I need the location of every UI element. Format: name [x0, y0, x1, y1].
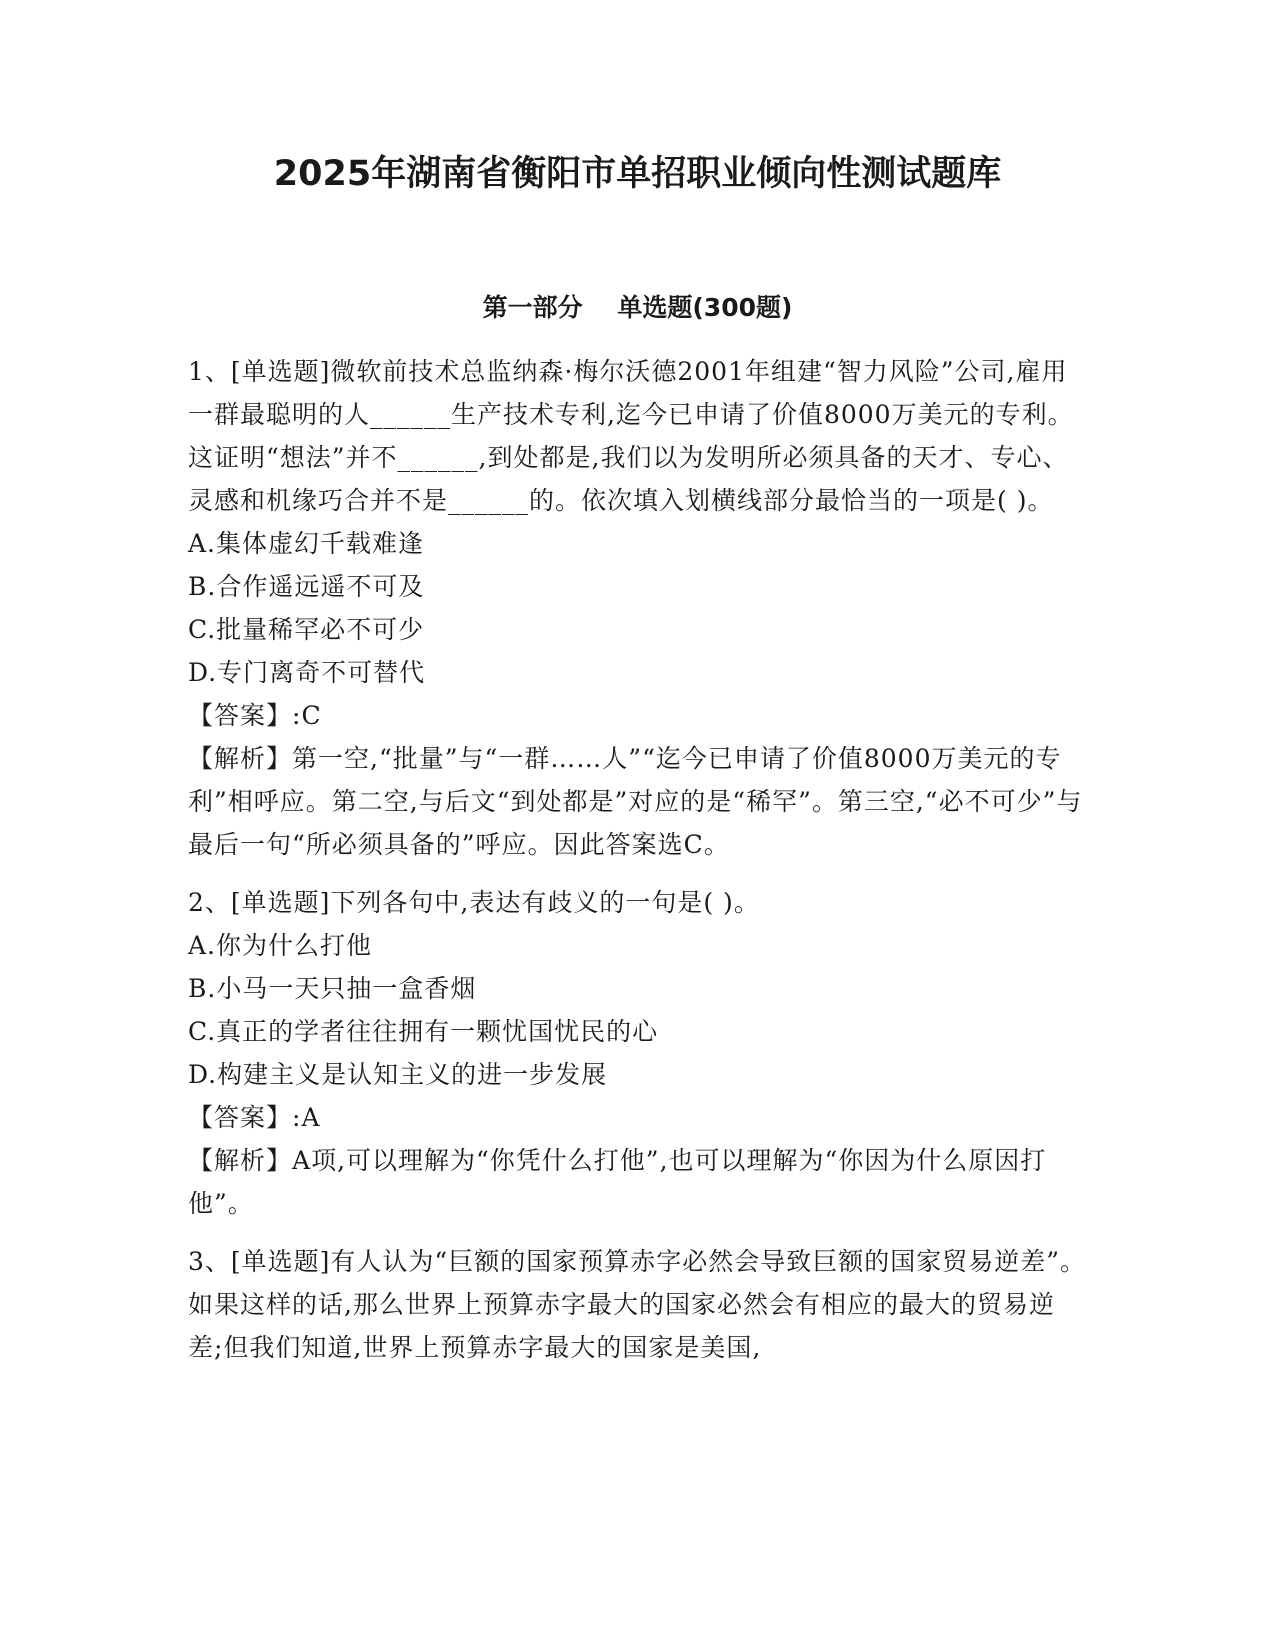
analysis-label: 【解析】 [188, 1146, 293, 1175]
option-c: C.真正的学者往往拥有一颗忧国忧民的心 [188, 1017, 659, 1046]
document-title: 2025年湖南省衡阳市单招职业倾向性测试题库 [273, 154, 1002, 194]
option-d: D.专门离奇不可替代 [188, 658, 426, 687]
option-b: B.合作遥远遥不可及 [188, 572, 425, 601]
question-stem: 2、[单选题]下列各句中,表达有歧义的一句是( )。 [188, 888, 760, 917]
answer-line [188, 1096, 1088, 1139]
answer-value: :A [292, 1103, 321, 1132]
section-title: 第一部分 单选题(300题) [482, 293, 793, 322]
question-item-1 [188, 350, 1088, 866]
answer-line [188, 694, 1088, 737]
option-c: C.批量稀罕必不可少 [188, 615, 425, 644]
analysis-text: 第一空,“批量”与“一群……人”“迄今已申请了价值8000万美元的专利”相呼应。第二空,与后文“到处都是”对应的是“稀罕”。第三空,“必不可少”与最后一句“所必须具备的”呼应。因此答案选C。 [188, 744, 1083, 859]
question-item-3 [188, 1240, 1088, 1369]
analysis-paragraph [188, 737, 1088, 866]
option-b: B.小马一天只抽一盒香烟 [188, 974, 477, 1003]
option-a: A.你为什么打他 [188, 931, 373, 960]
question-list [188, 350, 1088, 1384]
answer-label: 【答案】 [188, 701, 293, 730]
question-stem: 3、[单选题]有人认为“巨额的国家预算赤字必然会导致巨额的国家贸易逆差”。如果这样的话,那么世界上预算赤字最大的国家必然会有相应的最大的贸易逆差;但我们知道,世界上预算赤字最大的国家是美国, [188, 1247, 1086, 1362]
option-a: A.集体虚幻千载难逢 [188, 529, 425, 558]
analysis-paragraph [188, 1139, 1088, 1225]
option-d: D.构建主义是认知主义的进一步发展 [188, 1060, 608, 1089]
question-stem: 1、[单选题]微软前技术总监纳森·梅尔沃德2001年组建“智力风险”公司,雇用一群最聪明的人______生产技术专利,迄今已申请了价值8000万美元的专利。这证明“想法”并不______,到处都是,我们以为发明所必须具备的天才、专心、灵感和机缘巧合并不是______的。依次填入划横线部分最恰当的一项是( )。 [188, 357, 1074, 515]
answer-label: 【答案】 [188, 1103, 293, 1132]
analysis-label: 【解析】 [188, 744, 293, 773]
answer-value: :C [292, 701, 322, 730]
question-item-2 [188, 881, 1088, 1225]
analysis-text: A项,可以理解为“你凭什么打他”,也可以理解为“你因为什么原因打他”。 [188, 1146, 1047, 1218]
